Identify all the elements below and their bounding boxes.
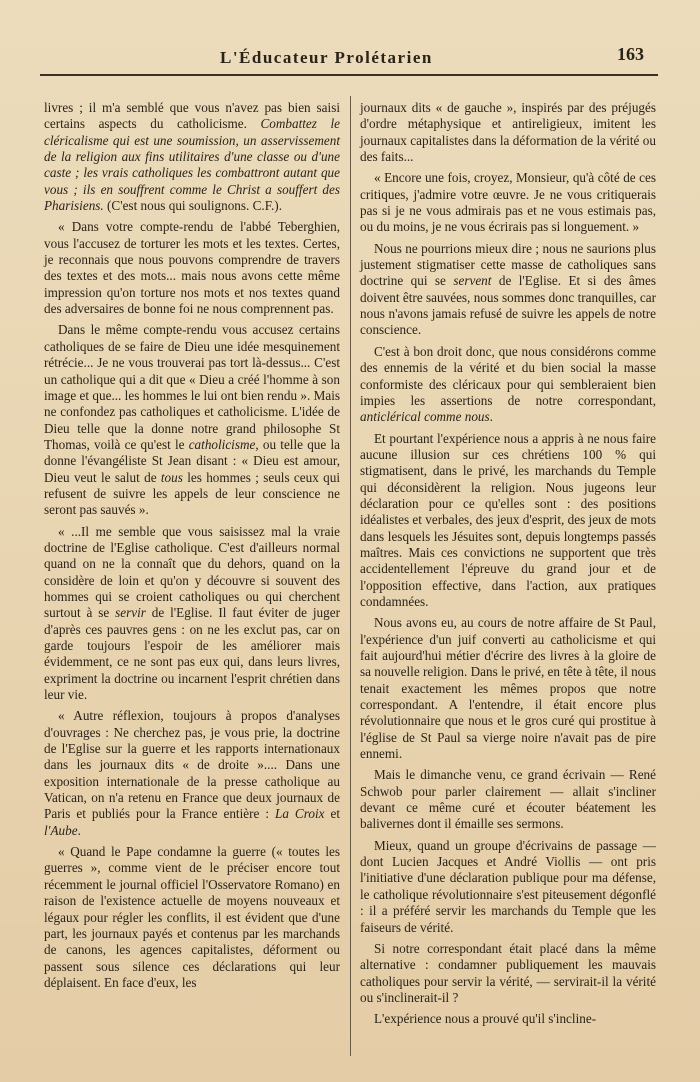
- paragraph: [44, 708, 340, 839]
- page-header: [40, 40, 658, 76]
- text-run: C'est à bon droit donc, que nous considérons comme des ennemis de la vérité et du bien social la masse conformiste des cléricaux pour qui sembleraient bien impies les assertions de notre correspondant,: [360, 343, 656, 408]
- emphasis-text: catholicisme: [188, 436, 256, 452]
- text-run: de l'Eglise. Il faut éviter de juger d'après ces pauvres gens : on ne les exclut pas, car on garde toujours l'espoir de les améliorer mais évidemment, ce ne sont pas eux qui, dans leurs livres, expriment la doctrine ou incarnent l'esprit chrétien dans leur vie.: [44, 605, 340, 703]
- emphasis-text: l'Aube: [44, 822, 78, 838]
- paragraph: [44, 524, 340, 704]
- paragraph: « Quand le Pape condamne la guerre (« toutes les guerres », comme vient de le préciser encore tout récemment le journal officiel l'Osservatore Romano) en raison de l'existence actuelle de moyens nouveaux et légaux pour régler les conflits, il est évident que d'une part, les journaux payés et contenus par les marchands de canons, les agences capitalistes, déforment ou passent sous silence ces déclarations qui leur déplaisent. En face d'eux, les: [44, 844, 340, 990]
- right-column: [360, 100, 656, 1033]
- emphasis-text: servir: [115, 605, 146, 621]
- text-run: , ou telle que la donne l'évangéliste St Jean disant : « Dieu est amour, Dieu veut le salut de: [44, 436, 340, 485]
- journal-title: L'Éducateur Prolétarien: [220, 48, 433, 67]
- paragraph: [44, 100, 340, 214]
- emphasis-text: anticlérical comme nous: [360, 409, 490, 425]
- text-run: et: [324, 806, 340, 822]
- emphasis-text: tous: [160, 469, 183, 485]
- left-column: [44, 100, 340, 996]
- paragraph: Si notre correspondant était placé dans la même alternative : condamner publiquement les mauvais catholiques pour servir la vérité, — servirait-il la vérité ou s'inclinerait-il ?: [360, 940, 656, 1005]
- text-run: Dans le même compte-rendu vous accusez certains catholiques de se faire de Dieu une idée mesquinement rétrécie... Je ne vous trouverai pas tort là-dessus... C'est un catholique qui a dit que « Dieu a créé l'homme à son image et que... les hommes le lui ont bien rendu ». Mais ne confondez pas catholiques et catholicisme. L'idée de Dieu telle que la donne notre grand philosophe St Thomas, voilà ce qu'est le: [44, 322, 340, 452]
- emphasis-text: La Croix: [275, 806, 325, 822]
- emphasis-text: Combattez le cléricalisme qui est une soumission, un asservissement de la religion aux fins utilitaires d'une classe ou d'une caste ; les vrais catholiques les combattront autant que vous ; ils en souffrent comme le Christ a souffert des Pharisiens.: [44, 116, 340, 214]
- paragraph: Et pourtant l'expérience nous a appris à ne nous faire aucune illusion sur ces chrétiens 100 % qui stigmatisent, dans le privé, les marchands du Temple qui déconsidèrent la religion. Nous jugeons leur déclaration pour ce qu'elles sont : des positions idéalistes et verbales, des jeux d'esprit, des jeux de mots dans lesquels les Jésuites sont, depuis longtemps passés maîtres. Mais ces convictions ne supportent que très accidentellement l'épreuve du grand jour et de l'opposition effective, dans l'action, aux pratiques condamnées.: [360, 430, 656, 609]
- text-run: .: [77, 822, 81, 838]
- paragraph: « Encore une fois, croyez, Monsieur, qu'à côté de ces critiques, j'admire votre œuvre. Je ne vous critiquerais pas si je ne vous admirais pas et ne vous estimais pas, ou du moins, je ne vous écrirais pas si longuement. »: [360, 170, 656, 235]
- text-run: .: [489, 409, 493, 425]
- text-run: (C'est nous qui soulignons. C.F.).: [103, 198, 282, 214]
- paragraph: « Dans votre compte-rendu de l'abbé Teberghien, vous l'accusez de torturer les mots et les textes. Certes, je reconnais que nous pouvons comprendre de travers des textes et des mots... mais nous avons cette même impression qu'on torture nos mots et nos textes quand des adversaires de bonne foi ne nous comprennent pas.: [44, 219, 340, 317]
- page-number: 163: [617, 44, 644, 64]
- paragraph: Mieux, quand un groupe d'écrivains de passage — dont Lucien Jacques et André Viollis — ont pris l'initiative d'une déclaration publique pour ma défense, le catholique révolutionnaire s'est piteusement dégonflé : il a préféré servir les marchands du Temple que les faiseurs de vérité.: [360, 837, 656, 935]
- emphasis-text: servent: [453, 273, 492, 289]
- text-run: de l'Eglise. Et si des âmes doivent être sauvées, nous sommes donc tranquilles, car nous n'avons jamais refusé de suivre les appels de notre conscience.: [360, 273, 657, 338]
- paragraph: Mais le dimanche venu, ce grand écrivain — René Schwob pour parler clairement — allait s'incliner devant ce même curé et écouter béatement les balivernes dont il émaille ses sermons.: [360, 767, 656, 832]
- paragraph: Nous avons eu, au cours de notre affaire de St Paul, l'expérience d'un juif converti au catholicisme et qui fait aujourd'hui métier d'écrire des livres à la gloire de sa nouvelle religion. Dans le privé, en tête à tête, il nous tenait exactement les mêmes propos que notre correspondant. A l'entendre, il était encore plus révolutionnaire que nous et le gros curé qui prostitue à l'église de St Paul sa vierge noire n'avait pas de pire ennemi.: [360, 615, 656, 762]
- text-run: « ...Il me semble que vous saisissez mal la vraie doctrine de l'Eglise catholique. C'est d'ailleurs normal quand on ne la connaît que du dehors, quand on la considère de loin et qu'on y découvre si souvent des hommes qui se croient catholiques ou qui cherchent surtout à se: [44, 523, 340, 621]
- text-run: livres ; il m'a semblé que vous n'avez pas bien saisi certains aspects du catholicisme.: [44, 100, 340, 132]
- text-run: « Autre réflexion, toujours à propos d'analyses d'ouvrages : Ne cherchez pas, je vous prie, la doctrine de l'Eglise sur la guerre et les rapports internationaux dans les journaux dits « de droite ».... Dans une exposition internationale de la presse catholique au Vatican, on n'a retenu en France que deux journaux de Paris et publiés pour la France entière :: [44, 708, 340, 822]
- text-run: Nous ne pourrions mieux dire ; nous ne saurions plus justement stigmatiser cette masse de catholiques sans doctrine qui se: [360, 240, 656, 289]
- paragraph: [360, 344, 656, 426]
- paragraph: journaux dits « de gauche », inspirés par des préjugés d'ordre métaphysique et antireligieux, imitent les journaux capitalistes dans la déformation de la vérité ou des faits...: [360, 100, 656, 165]
- paragraph: [360, 241, 656, 339]
- paragraph: L'expérience nous a prouvé qu'il s'incline-: [374, 1011, 597, 1027]
- column-divider: [350, 96, 351, 1056]
- paragraph: [44, 322, 340, 518]
- text-run: les hommes ; seuls ceux qui refusent de suivre les appels de leur conscience ne seront pas sauvés ».: [44, 469, 340, 518]
